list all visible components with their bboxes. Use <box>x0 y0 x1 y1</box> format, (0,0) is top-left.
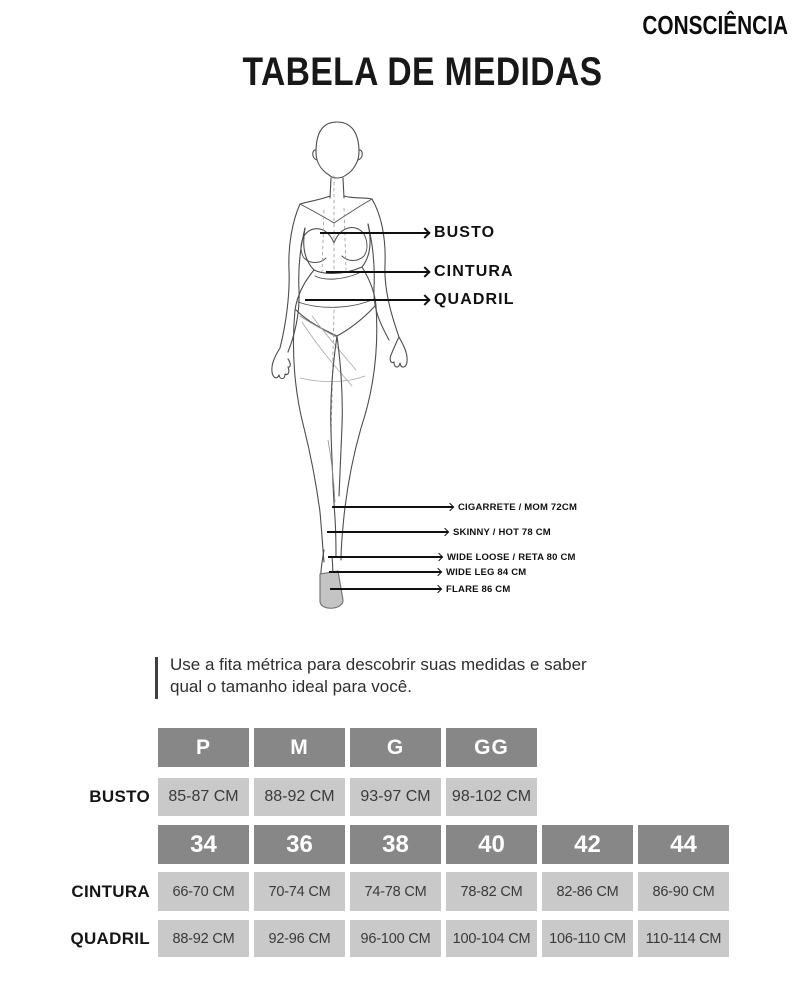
leg-arrow-flare <box>330 585 441 593</box>
arrow-shaft <box>330 588 441 590</box>
quadril-label: QUADRIL <box>434 291 515 308</box>
busto-row-label: BUSTO <box>89 787 150 806</box>
size-header-44: 44 <box>638 825 729 864</box>
cintura-value-34: 66-70 CM <box>158 872 249 911</box>
leg-label-cigarrete: CIGARRETE / MOM 72CM <box>458 502 578 513</box>
size-header-gg: GG <box>446 728 537 767</box>
size-header-g: G <box>350 728 441 767</box>
fashion-croquis-figure <box>240 110 440 620</box>
size-header-36: 36 <box>254 825 345 864</box>
arrow-head-icon <box>434 585 442 593</box>
leg-arrow-skinny <box>327 528 448 536</box>
busto-value-g: 93-97 CM <box>350 778 441 816</box>
size-header-42: 42 <box>542 825 633 864</box>
arrow-head-icon <box>419 266 430 277</box>
leg-label-wide-loose: WIDE LOOSE / RETA 80 CM <box>447 552 576 563</box>
numeric-size-header-row <box>62 825 729 864</box>
row-label-empty <box>62 728 153 767</box>
cintura-value-44: 86-90 CM <box>638 872 729 911</box>
quadril-value-38: 96-100 CM <box>350 920 441 957</box>
busto-value-gg: 98-102 CM <box>446 778 537 816</box>
size-header-m: M <box>254 728 345 767</box>
arrow-shaft <box>320 232 428 234</box>
quadril-value-36: 92-96 CM <box>254 920 345 957</box>
arrow-shaft <box>328 556 442 558</box>
arrow-shaft <box>329 571 441 573</box>
arrow-shaft <box>332 506 453 508</box>
cintura-label: CINTURA <box>434 263 514 280</box>
instruction-accent-bar <box>155 657 158 699</box>
arrow-head-icon <box>435 553 443 561</box>
leg-arrow-wide-loose <box>328 553 442 561</box>
quadril-value-42: 106-110 CM <box>542 920 633 957</box>
quadril-value-34: 88-92 CM <box>158 920 249 957</box>
arrow-head-icon <box>419 227 430 238</box>
busto-row <box>62 778 537 816</box>
arrow-head-icon <box>446 503 454 511</box>
arrow-shaft <box>305 299 428 301</box>
quadril-arrow <box>305 295 429 305</box>
leg-label-wide-leg: WIDE LEG 84 CM <box>446 567 527 578</box>
cintura-row <box>62 872 729 911</box>
size-header-38: 38 <box>350 825 441 864</box>
leg-arrow-cigarrete <box>332 503 453 511</box>
arrow-head-icon <box>434 568 442 576</box>
busto-arrow <box>320 228 429 238</box>
cintura-value-40: 78-82 CM <box>446 872 537 911</box>
quadril-value-40: 100-104 CM <box>446 920 537 957</box>
arrow-shaft <box>326 271 428 273</box>
busto-value-p: 85-87 CM <box>158 778 249 816</box>
cintura-value-42: 82-86 CM <box>542 872 633 911</box>
arrow-head-icon <box>419 294 430 305</box>
cintura-row-label: CINTURA <box>71 881 150 901</box>
cintura-arrow <box>326 267 429 277</box>
cintura-value-38: 74-78 CM <box>350 872 441 911</box>
busto-label: BUSTO <box>434 224 496 241</box>
arrow-head-icon <box>441 528 449 536</box>
instruction-text: Use a fita métrica para descobrir suas medidas e saber qual o tamanho ideal para você. <box>170 655 587 696</box>
busto-value-m: 88-92 CM <box>254 778 345 816</box>
cintura-value-36: 70-74 CM <box>254 872 345 911</box>
brand-logo: CONSCIÊNCIA <box>642 10 788 40</box>
leg-label-skinny: SKINNY / HOT 78 CM <box>453 527 551 538</box>
size-header-p: P <box>158 728 249 767</box>
size-header-40: 40 <box>446 825 537 864</box>
leg-arrow-wide-leg <box>329 568 441 576</box>
row-label-empty <box>62 825 153 864</box>
page-title: TABELA DE MEDIDAS <box>242 50 603 94</box>
letter-size-header-row <box>62 728 537 767</box>
quadril-value-44: 110-114 CM <box>638 920 729 957</box>
quadril-row-label: QUADRIL <box>70 928 150 948</box>
arrow-shaft <box>327 531 448 533</box>
size-header-34: 34 <box>158 825 249 864</box>
leg-label-flare: FLARE 86 CM <box>446 584 511 595</box>
croquis-head <box>316 122 359 178</box>
quadril-row <box>62 920 729 957</box>
